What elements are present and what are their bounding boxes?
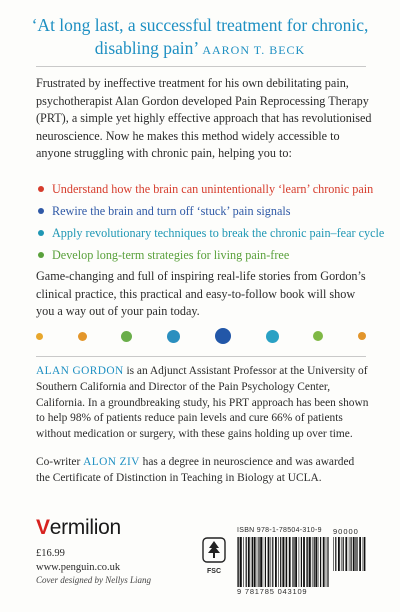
author-name: ALAN GORDON	[36, 365, 124, 377]
barcode-bar	[265, 537, 266, 587]
barcode-bar	[282, 537, 284, 587]
barcode-bar	[275, 537, 277, 587]
barcode-bar	[295, 537, 297, 587]
author-bio-text: is an Adjunct Assistant Professor at the University of Southern California and Director of the Pain Psychology Center, California. In a groundbreaking study, his PRT approach has been shown to help 98% of patients reduce pain levels and cure 66% of patients without medication or surgery, with these gains holding up over time.	[36, 365, 369, 441]
price: £16.99	[36, 548, 65, 559]
barcode-bar	[349, 537, 350, 571]
barcode-bar	[315, 537, 317, 587]
decorative-dot-icon	[121, 331, 132, 342]
bullet-dot-icon	[38, 208, 44, 214]
barcode-bar	[338, 537, 340, 571]
barcode-bar	[364, 537, 365, 571]
barcode-bar	[303, 537, 305, 587]
decorative-dot-icon	[36, 333, 43, 340]
barcode-bar	[254, 537, 256, 587]
barcode-bar	[238, 537, 239, 587]
decorative-dot-icon	[266, 330, 279, 343]
bullet-dot-icon	[38, 186, 44, 192]
barcode-bar	[248, 537, 250, 587]
benefit-text: Rewire the brain and turn off ‘stuck’ pain signals	[52, 204, 291, 218]
divider-top	[36, 66, 366, 67]
barcode-bar	[293, 537, 294, 587]
intro-paragraph: Frustrated by ineffective treatment for his own debilitating pain, psychotherapist Alan Gordon developed Pain Reprocessing Therapy (PRT), a simple yet highly effective approach that has revolutionised neuroscience. Now he makes this method widely accessible to anyone struggling with chronic pain, helping you to:	[36, 76, 372, 161]
barcode-bar	[320, 537, 321, 587]
bullet-dot-icon	[38, 230, 44, 236]
quote-text-end: disabling pain’	[94, 38, 198, 58]
barcode-bar	[252, 537, 253, 587]
barcode-bar	[263, 537, 264, 587]
barcode-bar	[318, 537, 319, 587]
fsc-mark	[202, 537, 226, 575]
barcode-bar	[272, 537, 273, 587]
fsc-tree-icon	[202, 537, 226, 563]
logo-wordmark: ermilion	[49, 516, 121, 539]
barcode-bar	[323, 537, 325, 587]
barcode-bar	[271, 537, 272, 587]
benefit-item	[36, 178, 376, 200]
barcode-bar	[343, 537, 344, 571]
bullet-dot-icon	[38, 252, 44, 258]
divider-middle	[36, 356, 366, 357]
barcode-bar	[356, 537, 357, 571]
barcode-bar	[314, 537, 315, 587]
benefit-item	[36, 222, 385, 244]
barcode-bar	[268, 537, 270, 587]
barcode-bar	[327, 537, 328, 587]
barcode-bar	[280, 537, 281, 587]
fsc-label: FSC	[207, 568, 221, 575]
barcode-bar	[351, 537, 352, 571]
barcode-bar	[240, 537, 242, 587]
benefit-list	[36, 178, 385, 266]
isbn-barcode	[237, 537, 329, 587]
barcode-bar	[345, 537, 347, 571]
barcode-bar	[355, 537, 356, 571]
barcode-bar	[363, 537, 364, 571]
barcode-bar	[285, 537, 286, 587]
cover-credit: Cover designed by Nellys Liang	[36, 575, 151, 585]
decorative-dot-icon	[167, 330, 180, 343]
barcode-bar	[341, 537, 342, 571]
decorative-dot-icon	[358, 332, 366, 340]
benefit-item	[36, 200, 376, 222]
barcode-bar	[307, 537, 308, 587]
cowriter-name: ALON ZIV	[83, 456, 140, 468]
barcode-bar	[292, 537, 293, 587]
barcode-bar	[359, 537, 361, 571]
decorative-dots-row	[36, 326, 366, 346]
publisher-url: www.penguin.co.uk	[36, 561, 121, 573]
author-bio	[36, 364, 370, 443]
barcode-bar	[286, 537, 287, 587]
price-block	[36, 547, 120, 574]
barcode-bar	[237, 537, 238, 587]
barcode-bar	[278, 537, 279, 587]
cowriter-prefix: Co-writer	[36, 456, 84, 468]
barcode-bar	[243, 537, 244, 587]
cowriter-bio	[36, 455, 370, 487]
logo-initial: V	[36, 516, 50, 539]
barcode-bar	[258, 537, 259, 587]
barcode-bar	[301, 537, 302, 587]
price-barcode	[333, 537, 366, 571]
publisher-logo	[36, 516, 121, 540]
barcode-bar	[251, 537, 252, 587]
benefit-text: Develop long-term strategies for living pain-free	[52, 248, 290, 262]
isbn-label: ISBN 978-1-78504-310-9	[237, 527, 322, 534]
barcode-bar	[353, 537, 355, 571]
barcode-bar	[333, 537, 334, 571]
closing-paragraph: Game-changing and full of inspiring real-life stories from Gordon’s clinical practice, this practical and easy-to-follow book will show you a way out of your pain today.	[36, 269, 366, 319]
benefit-text: Understand how the brain can unintentionally ‘learn’ chronic pain	[52, 182, 374, 196]
barcode-bar	[335, 537, 336, 571]
isbn-addon-number: 90000	[333, 527, 359, 536]
barcode-bar	[326, 537, 327, 587]
quote-line-2	[0, 37, 400, 62]
pull-quote	[0, 14, 400, 62]
decorative-dot-icon	[215, 328, 231, 344]
cowriter-bio-text: has a degree in neuroscience and was awarded the Certificate of Distinction in Teaching in Biology at UCLA.	[36, 456, 355, 484]
barcode-bar	[257, 537, 258, 587]
quote-attribution: AARON T. BECK	[202, 43, 306, 57]
barcode-digits: 9 781785 043109	[237, 587, 308, 596]
decorative-dot-icon	[313, 331, 323, 341]
barcode-bar	[299, 537, 300, 587]
benefit-text: Apply revolutionary techniques to break the chronic pain–fear cycle	[52, 226, 385, 240]
quote-line-1: ‘At long last, a successful treatment for chronic,	[31, 15, 369, 35]
decorative-dot-icon	[78, 332, 87, 341]
barcode-bar	[289, 537, 291, 587]
benefit-item	[36, 244, 376, 266]
barcode-bar	[309, 537, 311, 587]
barcode-bar	[260, 537, 262, 587]
barcode-bar	[246, 537, 247, 587]
barcode-bar	[312, 537, 313, 587]
barcode-bar	[306, 537, 307, 587]
